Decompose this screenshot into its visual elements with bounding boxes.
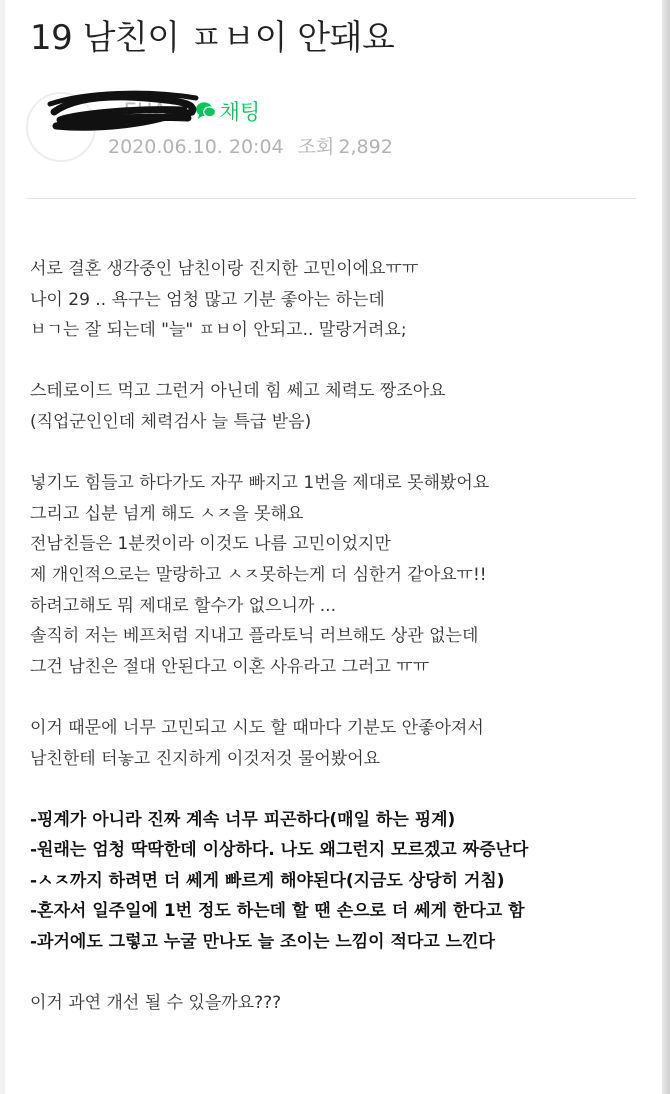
post-title: 19 남친이 ㅍㅂ이 안돼요 — [30, 18, 395, 58]
body-line: (직업군인인데 체력검사 늘 특급 받음) — [30, 411, 312, 432]
views-count: 2,892 — [338, 136, 393, 158]
body-line: 이거 때문에 너무 고민되고 시도 할 때마다 기분도 안좋아져서 — [30, 717, 484, 738]
right-edge — [662, 0, 670, 1094]
bold-line: -혼자서 일주일에 1번 정도 하는데 할 땐 손으로 더 쎄게 한다고 함 — [30, 901, 525, 922]
body-line: ㅂㄱ는 잘 되는데 "늘" ㅍㅂ이 안되고.. 말랑거려요; — [30, 320, 407, 341]
paragraph-gap — [30, 438, 650, 469]
avatar[interactable] — [26, 92, 96, 162]
body-line: 넣기도 힘들고 하다가도 자꾸 빠지고 1번을 제대로 못해봤어요 — [30, 473, 490, 494]
post-meta — [108, 132, 401, 159]
body-line: 그리고 십분 넘게 해도 ㅅㅈ을 못해요 — [30, 503, 304, 524]
bold-line: -핑계가 아니라 진짜 계속 너무 피곤하다(매일 하는 핑계) — [30, 809, 456, 830]
chat-bubble-icon — [195, 101, 217, 121]
body-line: 서로 결혼 생각중인 남친이랑 진지한 고민이에요ㅠㅠ — [30, 259, 419, 279]
bold-line: -과거에도 그렇고 누굴 만나도 늘 조이는 느낌이 적다고 느낀다 — [30, 932, 495, 953]
views-label: 조회 — [297, 136, 335, 158]
paragraph-gap — [30, 958, 650, 989]
author-name[interactable]: ~EHA~ — [106, 99, 185, 123]
paragraph-gap — [30, 346, 650, 377]
body-line: 남친한테 터놓고 진지하게 이것저것 물어봤어요 — [30, 748, 381, 769]
body-line: 하려고해도 뭐 제대로 할수가 없으니까 ... — [30, 595, 336, 616]
post-body — [30, 254, 650, 1019]
body-line: 전남친들은 1분컷이라 이것도 나름 고민이었지만 — [30, 534, 391, 555]
author-row — [102, 96, 260, 126]
chat-label: 채팅 — [219, 100, 261, 124]
bold-line: -원래는 엄청 딱딱한데 이상하다. 나도 왜그런지 모르겠고 짜증난다 — [30, 840, 529, 861]
paragraph-gap — [30, 682, 650, 713]
closing-line: 이거 과연 개선 될 수 있을까요??? — [30, 993, 282, 1014]
body-line: 나이 29 .. 욕구는 엄청 많고 기분 좋아는 하는데 — [30, 289, 385, 310]
left-edge — [0, 0, 5, 1094]
body-line: 솔직히 저는 베프처럼 지내고 플라토닉 러브해도 상관 없는데 — [30, 626, 479, 647]
body-line: 스테로이드 먹고 그런거 아닌데 힘 쎄고 체력도 짱조아요 — [30, 381, 446, 402]
chat-button[interactable] — [195, 96, 261, 126]
post-date: 2020.06.10. 20:04 — [108, 136, 284, 158]
body-line: 그건 남친은 절대 안된다고 이혼 사유라고 그러고 ㅠㅠ — [30, 656, 430, 677]
body-line: 제 개인적으로는 말랑하고 ㅅㅈ못하는게 더 심한거 같아요ㅠ!! — [30, 564, 487, 585]
bold-line: -ㅅㅈ까지 하려면 더 쎄게 빠르게 해야된다(지금도 상당히 거침) — [30, 870, 505, 891]
paragraph-gap — [30, 774, 650, 805]
divider — [26, 198, 636, 199]
